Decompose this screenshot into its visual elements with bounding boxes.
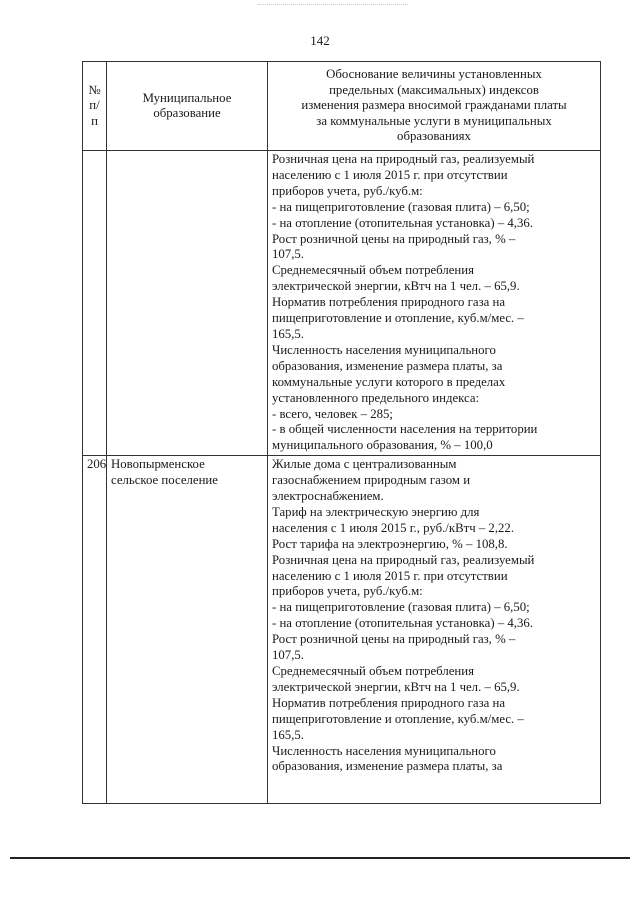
text-line: образования, изменение размера платы, за: [272, 358, 503, 373]
text-line: 107,5.: [272, 648, 304, 663]
row-municipality-cell: [107, 151, 268, 456]
scan-artifact: [258, 4, 408, 5]
text-line: пищеприготовление и отопление, куб.м/мес. –: [272, 311, 524, 326]
text-line: - на отопление (отопительная установка) – 4,36.: [272, 616, 533, 631]
header-justification: Обоснование величины установленных предельных (максимальных) индексов изменения размера вносимой гражданами платы за коммунальные услуги в муниципальных образованиях: [268, 62, 601, 151]
text-line: Розничная цена на природный газ, реализуемый: [272, 152, 535, 166]
text-line: электрической энергии, кВтч на 1 чел. – 65,9.: [272, 679, 520, 694]
text-line: Среднемесячный объем потребления: [272, 263, 475, 278]
text-line: муниципального образования, % – 100,0: [272, 438, 493, 453]
table-row: [83, 151, 601, 456]
text-line: Численность населения муниципального: [272, 743, 496, 758]
page-number: 142: [310, 33, 330, 48]
text-line: пищеприготовление и отопление, куб.м/мес. –: [272, 711, 524, 726]
text-line: 165,5.: [272, 326, 304, 341]
text-line: Норматив потребления природного газа на: [272, 295, 506, 310]
text-line: Тариф на электрическую энергию для: [272, 504, 480, 519]
text-line: Розничная цена на природный газ, реализуемый: [272, 552, 535, 567]
text-line: - на пищеприготовление (газовая плита) – 6,50;: [272, 199, 530, 214]
text-line: населения с 1 июля 2015 г., руб./кВтч – 2,22.: [272, 520, 515, 535]
text-line: - всего, человек – 285;: [272, 406, 393, 421]
row-num-cell: 206: [83, 456, 107, 804]
text-line: приборов учета, руб./куб.м:: [272, 183, 423, 198]
header-num: № п/п: [83, 62, 107, 151]
row-justification-cell: [268, 456, 601, 804]
text-line: электроснабжением.: [272, 489, 384, 504]
text-line: Рост розничной цены на природный газ, % –: [272, 231, 516, 246]
text-line: установленного предельного индекса:: [272, 390, 480, 405]
text-line: образования, изменение размера платы, за: [272, 759, 503, 774]
text-line: населению с 1 июля 2015 г. при отсутствии: [272, 167, 508, 182]
text-line: Рост розничной цены на природный газ, % –: [272, 632, 516, 647]
bottom-rule: [10, 857, 630, 859]
text-line: газоснабжением природным газом и: [272, 473, 471, 488]
text-line: - на отопление (отопительная установка) – 4,36.: [272, 215, 533, 230]
text-line: Численность населения муниципального: [272, 342, 496, 357]
table-header-row: [83, 62, 601, 151]
text-line: Норматив потребления природного газа на: [272, 695, 506, 710]
header-municipality: Муниципальное образование: [107, 62, 268, 151]
table-row: [83, 456, 601, 804]
text-line: приборов учета, руб./куб.м:: [272, 584, 423, 599]
row-justification-cell: [268, 151, 601, 456]
text-line: Среднемесячный объем потребления: [272, 664, 475, 678]
text-line: - в общей численности населения на территории: [272, 422, 538, 437]
text-line: - на пищеприготовление (газовая плита) – 6,50;: [272, 600, 530, 615]
text-line: коммунальные услуги которого в пределах: [272, 374, 506, 389]
text-line: Рост тарифа на электроэнергию, % – 108,8.: [272, 536, 508, 551]
text-line: Жилые дома с централизованным: [272, 457, 457, 472]
text-line: населению с 1 июля 2015 г. при отсутствии: [272, 568, 508, 583]
row-num-cell: [83, 151, 107, 456]
text-line: электрической энергии, кВтч на 1 чел. – 65,9.: [272, 279, 520, 294]
tariff-table: [82, 61, 601, 804]
text-line: 107,5.: [272, 247, 304, 262]
row-municipality-cell: Новопырменское сельское поселение: [107, 456, 268, 804]
text-line: 165,5.: [272, 727, 304, 742]
